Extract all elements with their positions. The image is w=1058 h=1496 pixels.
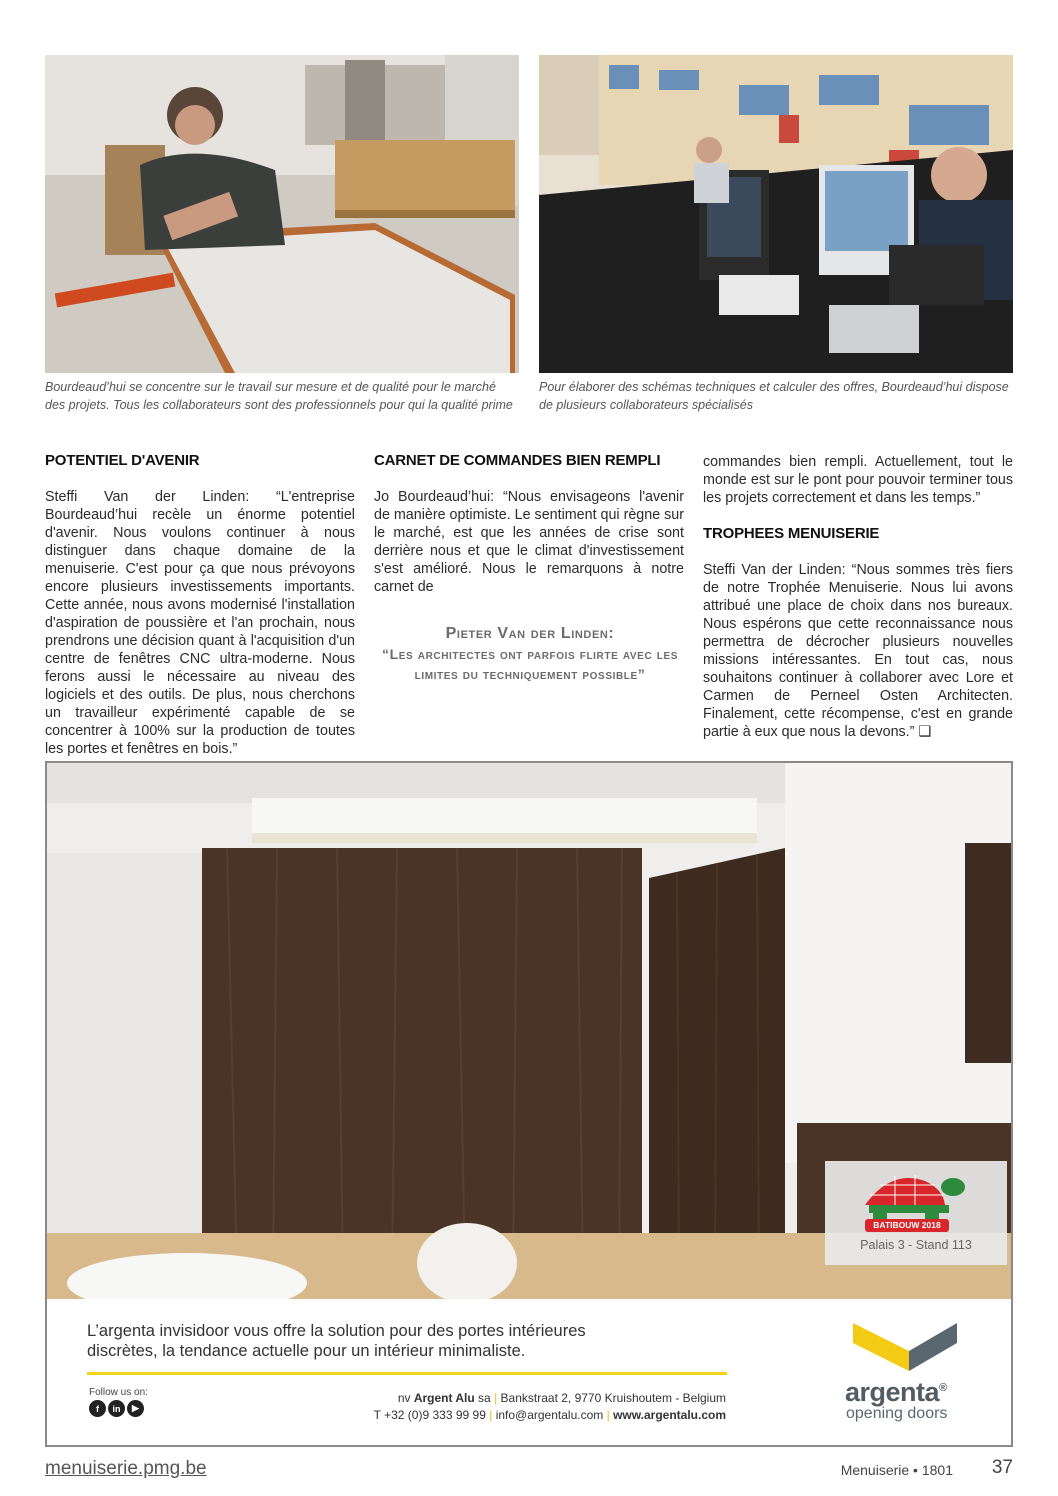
ad-tagline: [87, 1321, 586, 1361]
heading-potentiel: POTENTIEL D'AVENIR: [45, 452, 200, 469]
body-continuation: commandes bien rempli. Actuellement, tout le monde est sur le pont pour pouvoir terminer tous les projets correctement et dans les temps.”: [703, 454, 1013, 506]
company-phone: T +32 (0)9 333 99 99: [373, 1408, 486, 1422]
company-address: Bankstraat 2, 9770 Kruishoutem - Belgium: [500, 1391, 726, 1405]
page-number: 37: [991, 1457, 1013, 1478]
youtube-icon[interactable]: ▶: [127, 1400, 144, 1417]
footer-magazine: Menuiserie • 1801: [840, 1462, 953, 1478]
company-name: Argent Alu: [413, 1391, 475, 1405]
argenta-logo-mark-icon: [837, 1319, 987, 1375]
quote-text: “Les architectes ont parfois flirte avec les limites du techniquement possible”: [381, 646, 679, 682]
badge-stand: Palais 3 - Stand 113: [860, 1238, 972, 1252]
workshop-photo: [45, 55, 519, 373]
batibouw-badge: [825, 1161, 1007, 1265]
company-prefix: nv: [397, 1391, 414, 1405]
contact-line-2: T +32 (0)9 333 99 99 | info@argentalu.com | www.argentalu.com: [373, 1408, 726, 1422]
argenta-advertisement[interactable]: [45, 761, 1013, 1447]
caption-left: Bourdeaud’hui se concentre sur le travail sur mesure et de qualité pour le marché des projets. Tous les collaborateurs sont des professionnels pour qui la qualité prime: [45, 380, 513, 412]
badge-title: BATIBOUW 2018: [873, 1220, 941, 1230]
brand-name: argenta: [845, 1377, 940, 1407]
heading-trophees: TROPHEES MENUISERIE: [703, 525, 880, 542]
contact-block: [374, 1390, 726, 1424]
caption-right: Pour élaborer des schémas techniques et calculer des offres, Bourdeaud’hui dispose de plusieurs collaborateurs spécialisés: [539, 380, 1009, 412]
argenta-wordmark: [845, 1373, 947, 1407]
quote-author: Pieter Van der Linden:: [445, 625, 615, 642]
company-email[interactable]: info@argentalu.com: [495, 1408, 604, 1422]
argenta-tagline: opening doors: [846, 1405, 948, 1422]
column-3: [703, 453, 1013, 741]
company-website[interactable]: www.argentalu.com: [613, 1408, 726, 1422]
ad-tagline-line-1: L’argenta invisidoor vous offre la solution pour des portes intérieures: [87, 1322, 586, 1340]
pull-quote: [380, 624, 680, 684]
yellow-rule: [87, 1372, 727, 1375]
contact-line-1: nv Argent Alu sa | Bankstraat 2, 9770 Kruishoutem - Belgium: [397, 1391, 726, 1405]
body-potentiel: Steffi Van der Linden: “L'entreprise Bourdeaud’hui recèle un énorme potentiel d'avenir. Nous voulons continuer à nous distinguer dans chaque domaine de la menuiserie. C'est pour ça que nous prévoyons encore plusieurs investissements importants. Cette année, nous avons modernisé l'installation d'aspiration de poussière et l'an prochain, nous prendrons une décision quant à l'acquisition d'un centre de fenêtres CNC ultra-moderne. Nous ferons aussi le nécessaire au niveau des logiciels et des outils. De plus, nous cherchons un travailleur expérimenté capable de se concentrer à 100% sur la production de toutes les portes et fenêtres en bois.”: [45, 489, 355, 757]
footer-url[interactable]: menuiserie.pmg.be: [45, 1458, 207, 1479]
linkedin-icon[interactable]: in: [108, 1400, 125, 1417]
ad-text-area: [47, 1299, 1011, 1445]
body-carnet: Jo Bourdeaud’hui: “Nous envisageons l'avenir de manière optimiste. Le sentiment qui règne sur le marché, est que les années de crise sont derrière nous et que le climat d'investissement s'est amélioré. Nous le remarquons à notre carnet de: [374, 489, 684, 595]
column-2: [374, 452, 684, 596]
office-photo: [539, 55, 1013, 373]
brand-registered-mark: ®: [939, 1382, 947, 1394]
follow-label: Follow us on:: [89, 1387, 148, 1398]
social-links: [89, 1400, 144, 1417]
body-trophees: Steffi Van der Linden: “Nous sommes très fiers de notre Trophée Menuiserie. Nous lui avons attribué une place de choix dans nos bureaux. Nous espérons que cette reconnaissance nous permettra de décrocher plusieurs nouvelles missions intéressantes. En tout cas, nous souhaitons continuer à collaborer avec Lore et Carmen de Perneel Osten Architecten. Finalement, cette récompense, c'est en grande partie à eux que nous la devons.” ❑: [703, 562, 1013, 740]
heading-carnet: CARNET DE COMMANDES BIEN REMPLI: [374, 452, 661, 469]
argenta-logo: [837, 1319, 987, 1429]
column-1: [45, 452, 355, 758]
company-suffix: sa: [474, 1391, 491, 1405]
ad-tagline-line-2: discrètes, la tendance actuelle pour un intérieur minimaliste.: [87, 1342, 526, 1360]
facebook-icon[interactable]: f: [89, 1400, 106, 1417]
